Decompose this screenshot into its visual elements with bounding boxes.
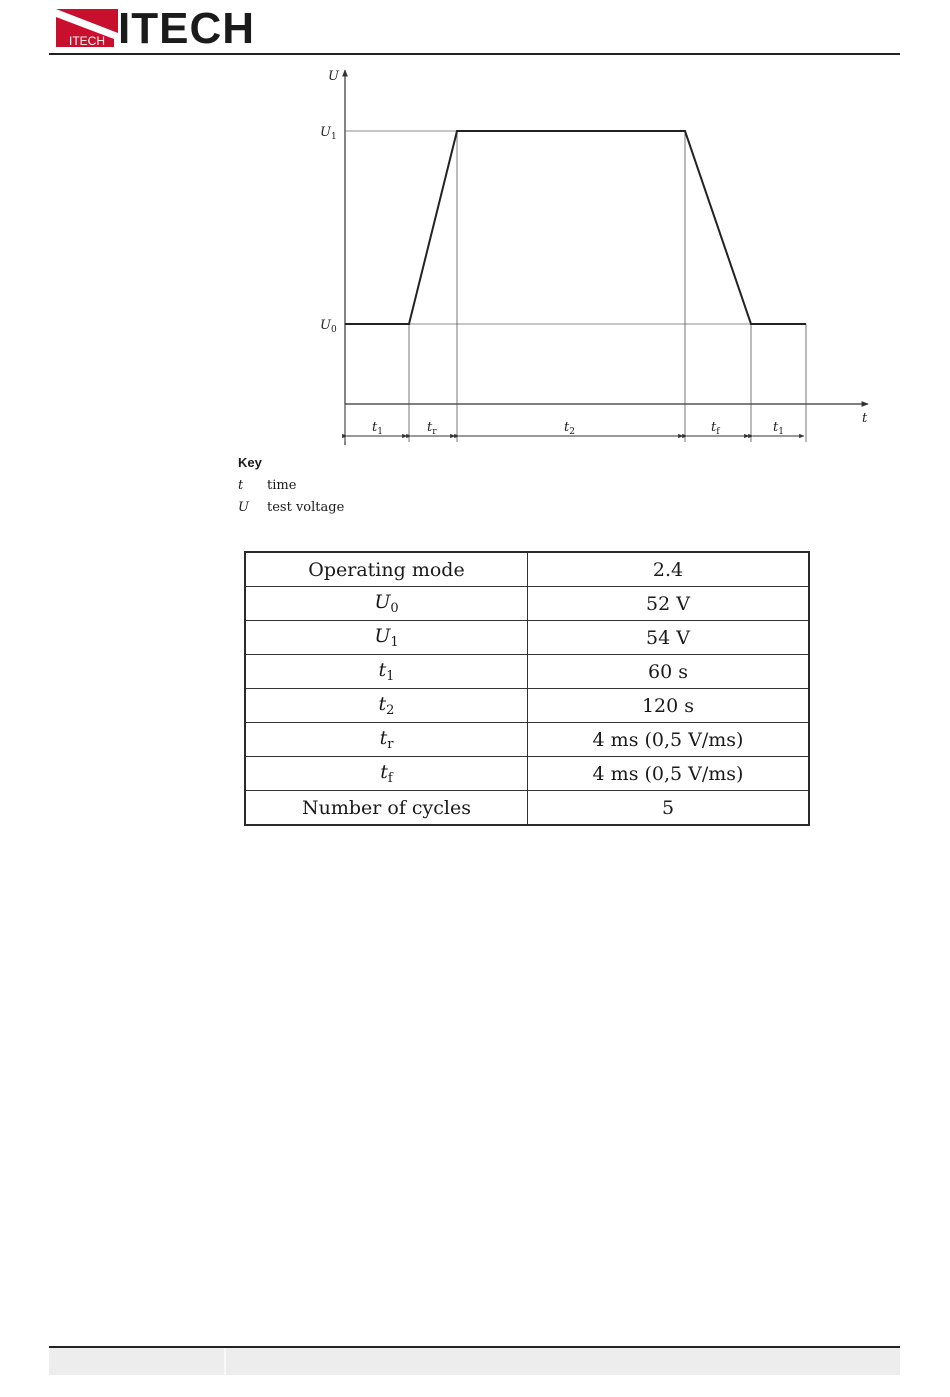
parameter-cell: Operating mode: [245, 552, 528, 587]
logo-mark-icon: [56, 9, 118, 47]
voltage-waveform: [345, 131, 806, 324]
test-parameter-table: [244, 551, 810, 826]
key-description: test voltage: [267, 500, 345, 515]
key-title: Key: [238, 455, 262, 470]
u1-label: $U_1$: [320, 125, 337, 142]
segment-label-t1-start: $t_1$: [372, 420, 383, 437]
table-row: [245, 587, 809, 621]
logo-wordmark: ITECH: [118, 4, 255, 53]
table-row: [245, 757, 809, 791]
header-divider: [49, 53, 900, 55]
table-row: [245, 791, 809, 826]
segment-label-tf: $t_f$: [711, 420, 720, 437]
table-row: [245, 621, 809, 655]
voltage-profile-diagram: [300, 60, 880, 450]
value-cell: 5: [528, 791, 810, 826]
parameter-cell: $t_r$: [245, 723, 528, 757]
value-cell: 4 ms (0,5 V/ms): [528, 723, 810, 757]
value-cell: 120 s: [528, 689, 810, 723]
table-row: [245, 689, 809, 723]
value-cell: 2.4: [528, 552, 810, 587]
segment-boundaries: [345, 131, 806, 442]
segment-label-tr: $t_r$: [427, 420, 437, 437]
parameter-cell: $U_1$: [245, 621, 528, 655]
value-cell: 60 s: [528, 655, 810, 689]
table-row: [245, 723, 809, 757]
key-symbol: U: [238, 500, 249, 515]
key-symbol: t: [238, 478, 244, 493]
table-row: [245, 552, 809, 587]
footer-separator: [224, 1348, 226, 1375]
key-item: [238, 475, 344, 497]
diagram-key: [238, 455, 344, 519]
parameter-cell: $t_f$: [245, 757, 528, 791]
x-axis-label: t: [862, 411, 868, 426]
value-cell: 4 ms (0,5 V/ms): [528, 757, 810, 791]
parameter-cell: Number of cycles: [245, 791, 528, 826]
value-cell: 52 V: [528, 587, 810, 621]
key-description: time: [267, 478, 297, 493]
footer-bar: [49, 1348, 900, 1375]
logo-mark-text: ITECH: [69, 34, 105, 47]
segment-label-t2: $t_2$: [564, 420, 575, 437]
itech-logo: [56, 4, 268, 53]
y-axis-label: U: [328, 69, 339, 84]
parameter-cell: $t_1$: [245, 655, 528, 689]
segment-label-t1-end: $t_1$: [773, 420, 784, 437]
table-row: [245, 655, 809, 689]
value-cell: 54 V: [528, 621, 810, 655]
parameter-cell: $t_2$: [245, 689, 528, 723]
key-item: [238, 497, 344, 519]
u0-label: $U_0$: [320, 318, 337, 335]
parameter-cell: $U_0$: [245, 587, 528, 621]
